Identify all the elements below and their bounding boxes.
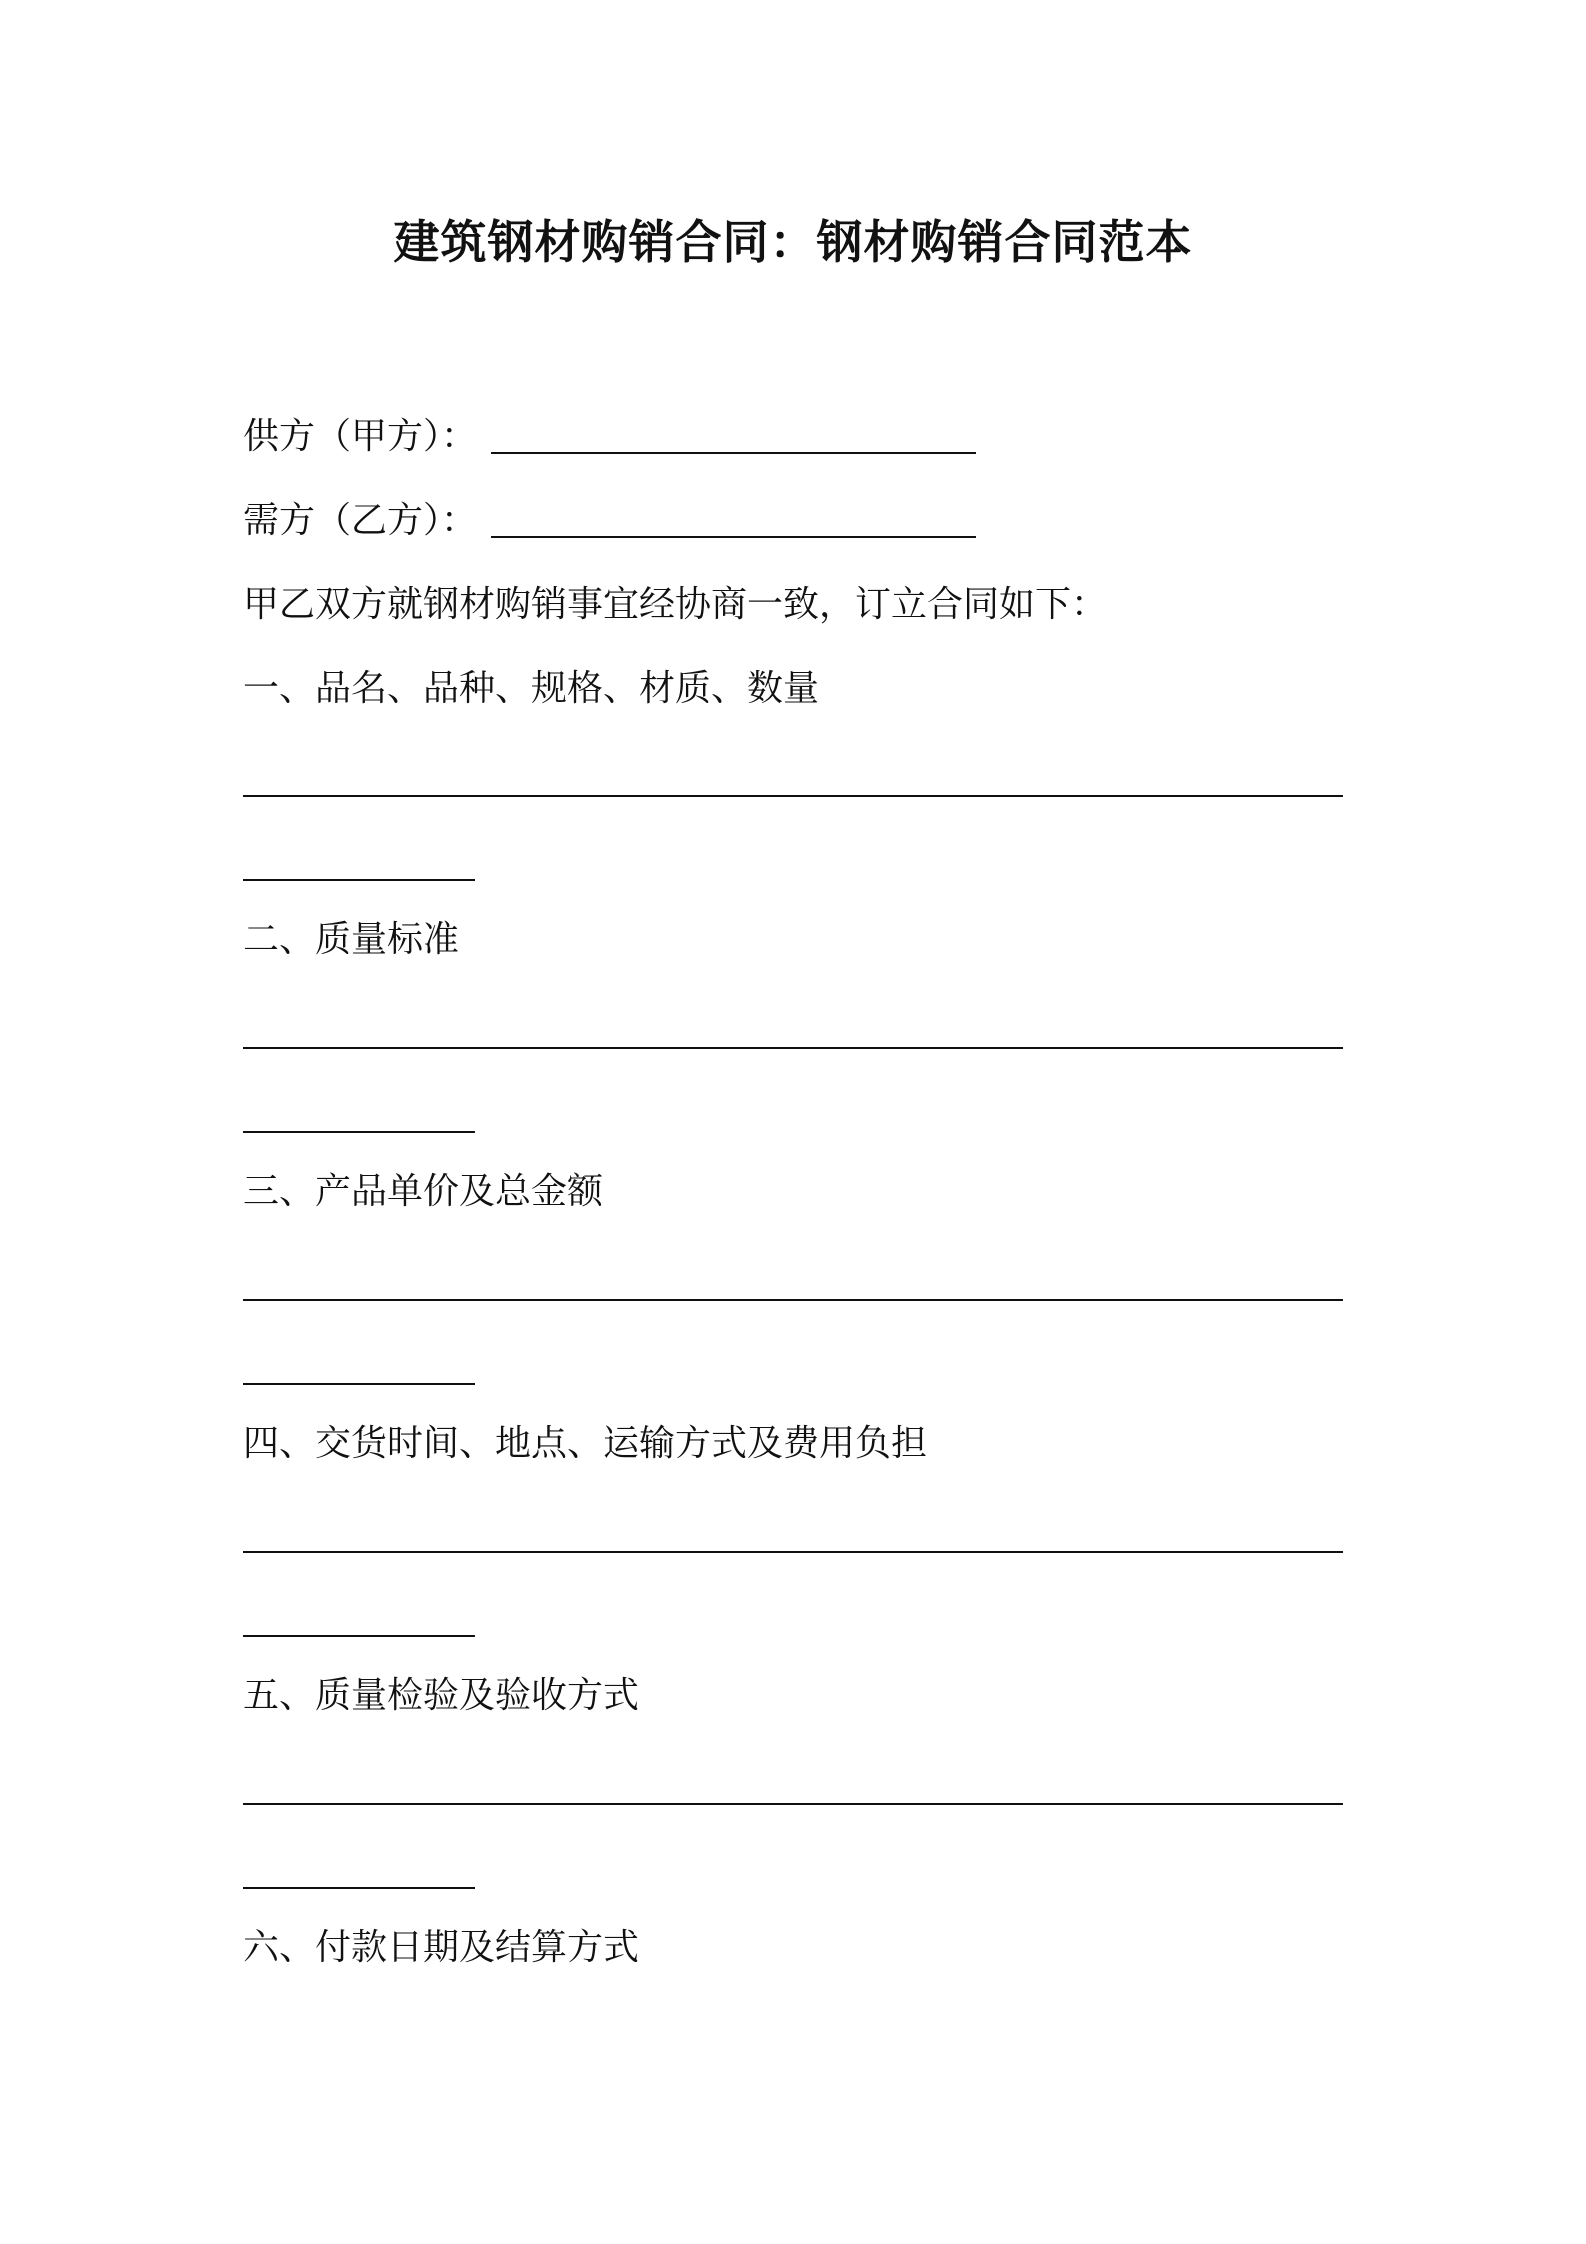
section-3-blank-line-short [243,1383,475,1385]
section-4-blank-line [243,1551,1343,1553]
section-heading-4: 四、交货时间、地点、运输方式及费用负担 [243,1423,928,1464]
section-heading-6: 六、付款日期及结算方式 [243,1927,640,1968]
section-heading-5: 五、质量检验及验收方式 [243,1675,640,1716]
buyer-label: 需方（乙方）： [243,500,478,541]
section-heading-1: 一、品名、品种、规格、材质、数量 [243,668,820,709]
supplier-label: 供方（甲方）： [243,416,478,457]
document-title: 建筑钢材购销合同：钢材购销合同范本 [393,215,1193,269]
section-5-blank-line-short [243,1887,475,1889]
section-1-blank-line [243,795,1343,797]
section-heading-3: 三、产品单价及总金额 [243,1171,604,1212]
supplier-blank [491,452,976,454]
section-4-blank-line-short [243,1635,475,1637]
section-3-blank-line [243,1299,1343,1301]
section-2-blank-line [243,1047,1343,1049]
section-1-blank-line-short [243,879,475,881]
section-2-blank-line-short [243,1131,475,1133]
section-heading-2: 二、质量标准 [243,919,460,960]
section-5-blank-line [243,1803,1343,1805]
buyer-line [243,498,976,544]
intro-text: 甲乙双方就钢材购销事宜经协商一致，订立合同如下： [243,584,1108,625]
buyer-blank [491,536,976,538]
supplier-line [243,414,976,460]
